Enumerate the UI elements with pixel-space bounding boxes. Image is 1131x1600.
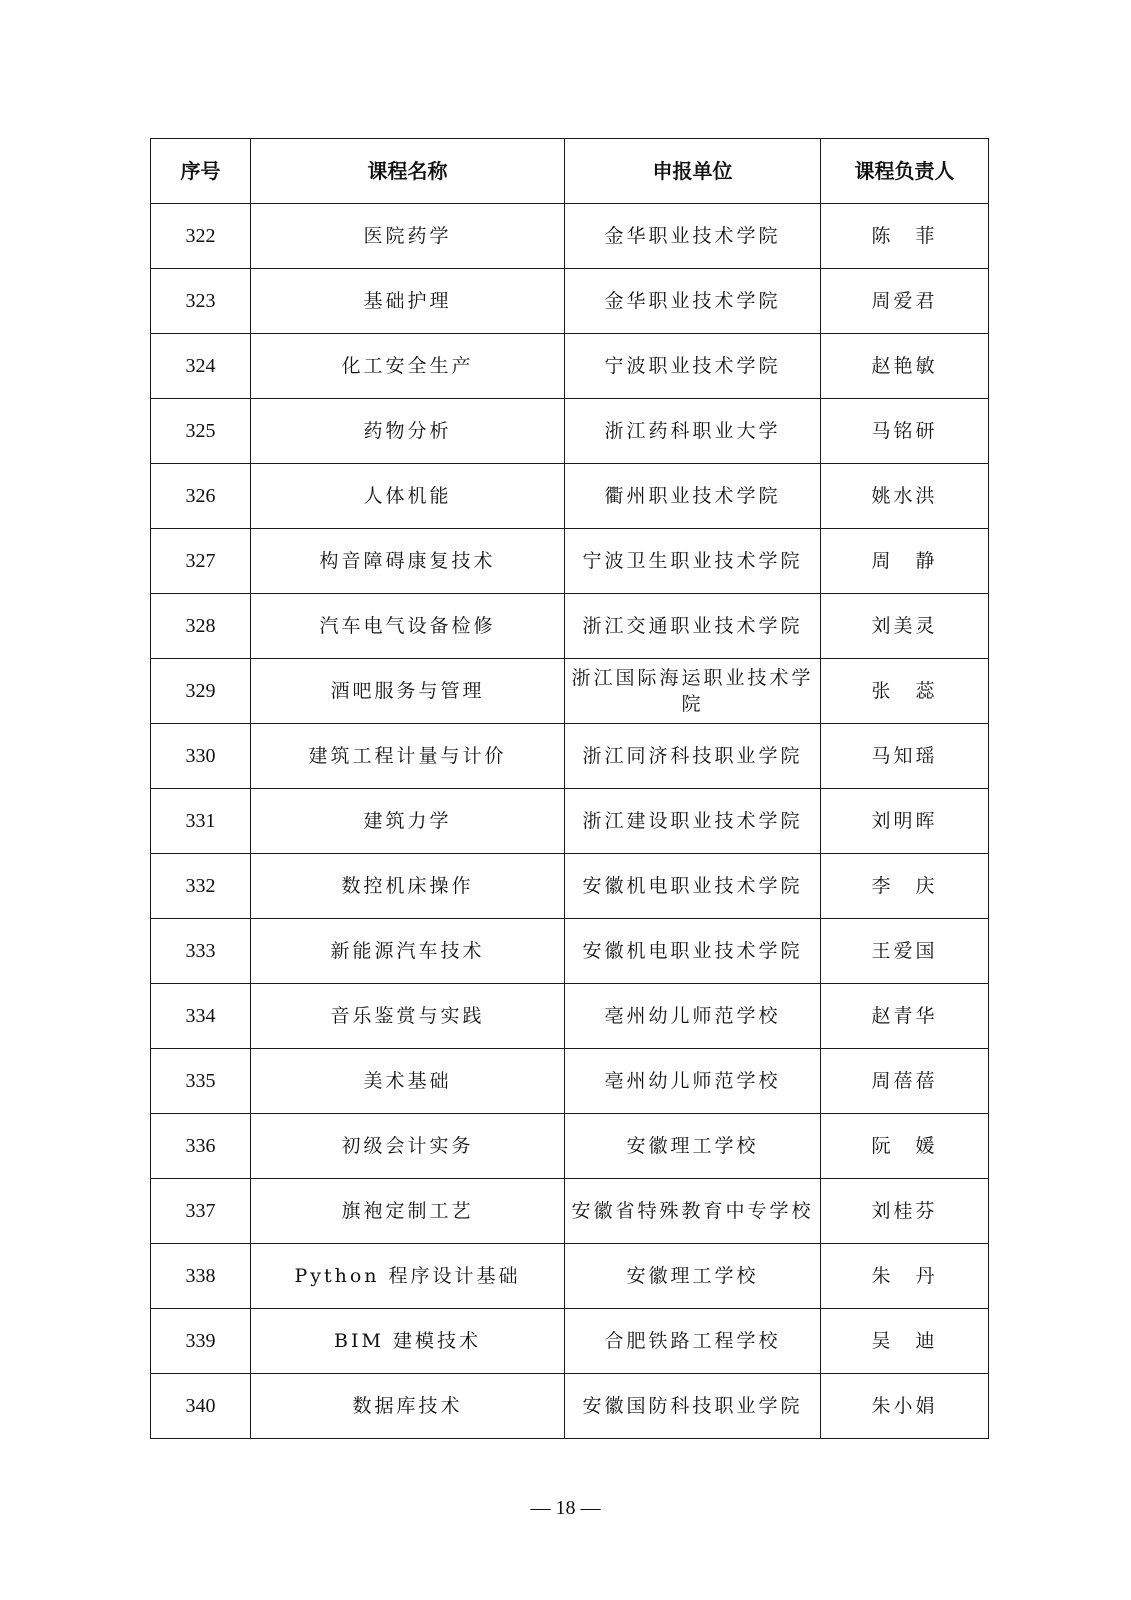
- cell-leader: 朱小娟: [821, 1374, 989, 1439]
- cell-course: 建筑力学: [251, 789, 565, 854]
- cell-no: 325: [151, 399, 251, 464]
- course-table: [150, 138, 989, 1439]
- table-row: [151, 1309, 989, 1374]
- cell-course: 药物分析: [251, 399, 565, 464]
- table-row: [151, 984, 989, 1049]
- table-row: [151, 1244, 989, 1309]
- cell-no: 323: [151, 269, 251, 334]
- cell-unit: 浙江交通职业技术学院: [565, 594, 821, 659]
- header-no: 序号: [151, 139, 251, 204]
- cell-leader: 刘桂芬: [821, 1179, 989, 1244]
- table-row: [151, 594, 989, 659]
- cell-course: 化工安全生产: [251, 334, 565, 399]
- cell-leader: 吴 迪: [821, 1309, 989, 1374]
- cell-no: 331: [151, 789, 251, 854]
- cell-unit: 浙江同济科技职业学院: [565, 724, 821, 789]
- table-row: [151, 789, 989, 854]
- table-row: [151, 399, 989, 464]
- cell-leader: 周蓓蓓: [821, 1049, 989, 1114]
- cell-course: 建筑工程计量与计价: [251, 724, 565, 789]
- cell-course: 数控机床操作: [251, 854, 565, 919]
- cell-unit: 浙江国际海运职业技术学院: [565, 659, 821, 724]
- header-unit: 申报单位: [565, 139, 821, 204]
- table-row: [151, 854, 989, 919]
- cell-no: 338: [151, 1244, 251, 1309]
- cell-unit: 亳州幼儿师范学校: [565, 1049, 821, 1114]
- cell-course: 医院药学: [251, 204, 565, 269]
- cell-unit: 衢州职业技术学院: [565, 464, 821, 529]
- cell-unit: 宁波职业技术学院: [565, 334, 821, 399]
- cell-leader: 马铭研: [821, 399, 989, 464]
- cell-unit: 安徽理工学校: [565, 1244, 821, 1309]
- table-row: [151, 1114, 989, 1179]
- table-row: [151, 919, 989, 984]
- cell-unit: 安徽省特殊教育中专学校: [565, 1179, 821, 1244]
- cell-no: 335: [151, 1049, 251, 1114]
- cell-leader: 赵青华: [821, 984, 989, 1049]
- cell-leader: 周爱君: [821, 269, 989, 334]
- table-row: [151, 269, 989, 334]
- table-row: [151, 334, 989, 399]
- cell-unit: 安徽国防科技职业学院: [565, 1374, 821, 1439]
- cell-leader: 王爱国: [821, 919, 989, 984]
- cell-course: Python 程序设计基础: [251, 1244, 565, 1309]
- cell-unit: 浙江建设职业技术学院: [565, 789, 821, 854]
- cell-leader: 赵艳敏: [821, 334, 989, 399]
- table-row: [151, 1049, 989, 1114]
- cell-leader: 阮 媛: [821, 1114, 989, 1179]
- cell-no: 324: [151, 334, 251, 399]
- table-row: [151, 1179, 989, 1244]
- cell-leader: 刘明晖: [821, 789, 989, 854]
- cell-no: 329: [151, 659, 251, 724]
- cell-course: 新能源汽车技术: [251, 919, 565, 984]
- cell-no: 340: [151, 1374, 251, 1439]
- cell-no: 334: [151, 984, 251, 1049]
- table-row: [151, 1374, 989, 1439]
- cell-course: 人体机能: [251, 464, 565, 529]
- cell-course: 酒吧服务与管理: [251, 659, 565, 724]
- cell-no: 337: [151, 1179, 251, 1244]
- cell-no: 322: [151, 204, 251, 269]
- cell-unit: 安徽理工学校: [565, 1114, 821, 1179]
- cell-no: 328: [151, 594, 251, 659]
- cell-unit: 安徽机电职业技术学院: [565, 854, 821, 919]
- header-course: 课程名称: [251, 139, 565, 204]
- cell-leader: 周 静: [821, 529, 989, 594]
- cell-course: 音乐鉴赏与实践: [251, 984, 565, 1049]
- cell-leader: 马知瑶: [821, 724, 989, 789]
- cell-course: 数据库技术: [251, 1374, 565, 1439]
- cell-unit: 浙江药科职业大学: [565, 399, 821, 464]
- cell-unit: 安徽机电职业技术学院: [565, 919, 821, 984]
- cell-course: 汽车电气设备检修: [251, 594, 565, 659]
- cell-unit: 合肥铁路工程学校: [565, 1309, 821, 1374]
- cell-course: 初级会计实务: [251, 1114, 565, 1179]
- table-row: [151, 529, 989, 594]
- cell-unit: 亳州幼儿师范学校: [565, 984, 821, 1049]
- cell-unit: 金华职业技术学院: [565, 204, 821, 269]
- cell-course: 美术基础: [251, 1049, 565, 1114]
- cell-leader: 张 蕊: [821, 659, 989, 724]
- cell-course: 构音障碍康复技术: [251, 529, 565, 594]
- cell-leader: 刘美灵: [821, 594, 989, 659]
- cell-no: 333: [151, 919, 251, 984]
- cell-unit: 宁波卫生职业技术学院: [565, 529, 821, 594]
- cell-no: 336: [151, 1114, 251, 1179]
- cell-leader: 朱 丹: [821, 1244, 989, 1309]
- cell-leader: 陈 菲: [821, 204, 989, 269]
- cell-leader: 姚水洪: [821, 464, 989, 529]
- table-row: [151, 724, 989, 789]
- header-row: [151, 139, 989, 204]
- cell-no: 330: [151, 724, 251, 789]
- cell-leader: 李 庆: [821, 854, 989, 919]
- cell-no: 327: [151, 529, 251, 594]
- page-number: — 18 —: [530, 1497, 601, 1519]
- cell-no: 326: [151, 464, 251, 529]
- table-row: [151, 464, 989, 529]
- cell-no: 332: [151, 854, 251, 919]
- cell-course: BIM 建模技术: [251, 1309, 565, 1374]
- table-row: [151, 659, 989, 724]
- cell-no: 339: [151, 1309, 251, 1374]
- table-body: [151, 204, 989, 1439]
- table-header: [151, 139, 989, 204]
- table-row: [151, 204, 989, 269]
- cell-course: 旗袍定制工艺: [251, 1179, 565, 1244]
- cell-course: 基础护理: [251, 269, 565, 334]
- header-leader: 课程负责人: [821, 139, 989, 204]
- cell-unit: 金华职业技术学院: [565, 269, 821, 334]
